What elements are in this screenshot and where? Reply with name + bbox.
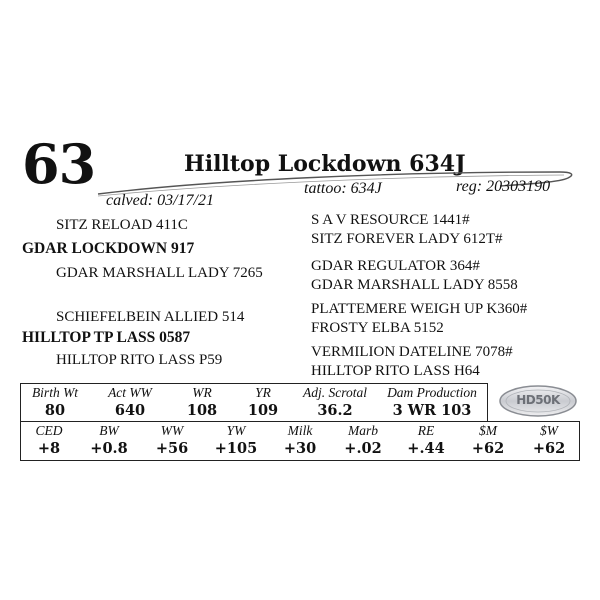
hd50k-badge (498, 384, 578, 418)
pedigree-right-4: GDAR MARSHALL LADY 8558 (311, 277, 518, 293)
perf-header-dam-production: Dam Production (387, 385, 477, 400)
pedigree-sire-sire: SITZ RELOAD 411C (56, 217, 188, 233)
perf-value-dam-production: 3 WR 103 (392, 402, 472, 419)
epd-value-marb: +.02 (344, 440, 382, 457)
epd-header-marb: Marb (348, 423, 378, 438)
epd-header-ced: CED (35, 423, 63, 438)
pedigree-dam: HILLTOP TP LASS 0587 (22, 329, 191, 346)
epd-header-re: RE (417, 423, 435, 438)
pedigree-sire: GDAR LOCKDOWN 917 (22, 240, 195, 257)
perf-header-act-ww: Act WW (108, 385, 152, 400)
epd-value-ced: +8 (37, 440, 61, 457)
perf-value-adj-scrotal: 36.2 (317, 402, 353, 419)
epd-value-re: +.44 (407, 440, 445, 457)
perf-header-birth-wt: Birth Wt (31, 385, 79, 400)
animal-name: Hilltop Lockdown 634J (184, 151, 466, 177)
epd-header-dollar-m: $M (479, 423, 497, 438)
pedigree-right-8: HILLTOP RITO LASS H64 (311, 363, 480, 379)
perf-header-wr: WR (192, 385, 212, 400)
pedigree-sire-dam: GDAR MARSHALL LADY 7265 (56, 265, 263, 281)
epd-value-ww: +56 (155, 440, 189, 457)
pedigree-dam-dam: HILLTOP RITO LASS P59 (56, 352, 223, 368)
pedigree-right-1: S A V RESOURCE 1441# (311, 212, 470, 228)
epd-header-dollar-w: $W (540, 423, 558, 438)
epd-header-ww: WW (160, 423, 184, 438)
pedigree-right-2: SITZ FOREVER LADY 612T# (311, 231, 503, 247)
perf-value-birth-wt: 80 (44, 402, 66, 419)
perf-header-adj-scrotal: Adj. Scrotal (303, 385, 367, 400)
pedigree-right-6: FROSTY ELBA 5152 (311, 320, 444, 336)
epd-value-dollar-m: +62 (471, 440, 505, 457)
epd-header-milk: Milk (287, 423, 313, 438)
epd-value-bw: +0.8 (90, 440, 128, 457)
pedigree-right-5: PLATTEMERE WEIGH UP K360# (311, 301, 528, 317)
perf-header-yr: YR (255, 385, 271, 400)
registration-number: reg: 20303190 (456, 178, 551, 195)
perf-value-wr: 108 (186, 402, 218, 419)
performance-table (20, 383, 488, 423)
perf-value-yr: 109 (247, 402, 279, 419)
hd50k-badge-text: HD50K (516, 393, 560, 407)
epd-value-dollar-w: +62 (532, 440, 566, 457)
pedigree-right-7: VERMILION DATELINE 7078# (311, 344, 513, 360)
epd-value-yw: +105 (214, 440, 258, 457)
perf-value-act-ww: 640 (114, 402, 146, 419)
calved-date: calved: 03/17/21 (106, 192, 214, 209)
pedigree-dam-sire: SCHIEFELBEIN ALLIED 514 (56, 309, 245, 325)
epd-value-milk: +30 (283, 440, 317, 457)
epd-table (20, 421, 580, 461)
tattoo: tattoo: 634J (304, 180, 382, 197)
epd-header-bw: BW (99, 423, 119, 438)
pedigree-right-3: GDAR REGULATOR 364# (311, 258, 480, 274)
lot-number: 63 (22, 132, 96, 196)
epd-header-yw: YW (226, 423, 246, 438)
